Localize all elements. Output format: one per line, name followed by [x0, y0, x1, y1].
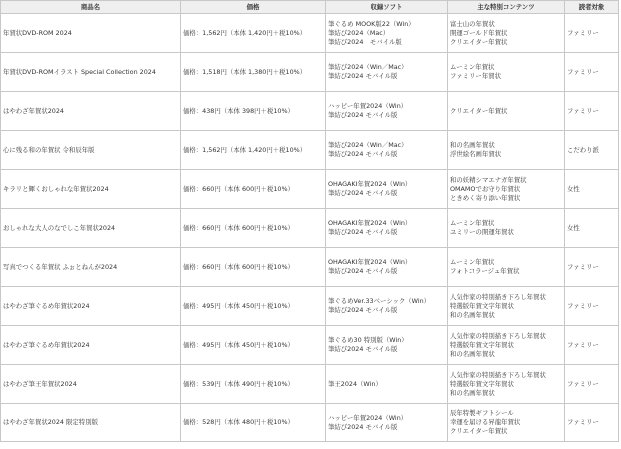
table-row [1, 365, 619, 404]
software-cell [326, 365, 448, 404]
special-content-cell [448, 209, 565, 248]
special-content-cell-line: 開運ゴールド年賀状 [450, 28, 508, 37]
audience-cell: ファミリー [565, 365, 619, 404]
special-content-cell-line: 幸運を届ける昇龍年賀状 [450, 418, 521, 426]
table-row [1, 287, 619, 326]
special-content-cell-line: 和の名画年賀状 [450, 388, 495, 397]
price-cell: 価格：528円（本体 480円＋税10%） [181, 404, 326, 442]
table-header-row [1, 1, 619, 14]
software-cell-line: 筆結び2024 モバイル版 [328, 345, 398, 353]
special-content-cell-line: 特選版年賀文字年賀状 [450, 340, 514, 349]
software-cell-line: 筆ぐるめ MOOK版22（Win） [328, 19, 415, 28]
audience-cell: ファミリー [565, 14, 619, 53]
product-name-cell: 写真でつくる年賀状 ふぉとねんが2024 [1, 248, 181, 287]
special-content-cell [448, 14, 565, 53]
special-content-cell-line: ムーミン年賀状 [450, 219, 495, 227]
special-content-cell [448, 287, 565, 326]
software-cell [326, 92, 448, 131]
table-row [1, 131, 619, 170]
table-row [1, 209, 619, 248]
software-cell-line: 筆結び2024 モバイル版 [328, 37, 402, 46]
special-content-cell [448, 53, 565, 92]
special-content-cell-line: クリエイター年賀状 [450, 37, 508, 46]
special-content-cell [448, 404, 565, 442]
table-row [1, 326, 619, 365]
special-content-cell-line: 人気作家の特別描き下ろし年賀状 [450, 292, 546, 301]
software-cell-line: OHAGAKI年賀2024（Win） [328, 180, 412, 188]
software-cell-line: 筆王2024（Win） [328, 379, 382, 388]
price-cell: 価格：495円（本体 450円＋税10%） [181, 326, 326, 365]
product-name-cell: はやわざ筆王年賀状2024 [1, 365, 181, 404]
special-content-cell-line: 富士山の年賀状 [450, 19, 495, 28]
software-cell-line: ハッピー年賀2024（Win） [328, 413, 408, 422]
price-cell: 価格：539円（本体 490円＋税10%） [181, 365, 326, 404]
software-cell-line: 筆結び2024 モバイル版 [328, 228, 398, 236]
special-content-cell-line: 和の名画年賀状 [450, 310, 495, 319]
audience-cell: ファミリー [565, 248, 619, 287]
special-content-cell-line: 特選版年賀文字年賀状 [450, 301, 514, 310]
price-cell: 価格：660円（本体 600円＋税10%） [181, 170, 326, 209]
price-cell: 価格：1,518円（本体 1,380円＋税10%） [181, 53, 326, 92]
special-content-cell-line: 特選版年賀文字年賀状 [450, 379, 514, 388]
software-cell [326, 287, 448, 326]
header-software: 収録ソフト [326, 1, 448, 14]
special-content-cell-line: クリエイター年賀状 [450, 427, 508, 435]
table-row [1, 53, 619, 92]
product-name-cell: キラリと輝くおしゃれな年賀状2024 [1, 170, 181, 209]
special-content-cell [448, 248, 565, 287]
header-audience: 読者対象 [565, 1, 619, 14]
special-content-cell [448, 92, 565, 131]
software-cell-line: 筆結び2024 モバイル版 [328, 189, 398, 197]
software-cell-line: 筆結び2024 モバイル版 [328, 111, 398, 119]
special-content-cell-line: 和の妖精シマエナガ年賀状 [450, 175, 527, 184]
special-content-cell-line: ときめく寄り添い年賀状 [450, 193, 521, 202]
special-content-cell-line: OMAMOでお守り年賀状 [450, 184, 521, 193]
software-cell-line: OHAGAKI年賀2024（Win） [328, 219, 412, 227]
audience-cell: ファミリー [565, 404, 619, 442]
special-content-cell-line: クリエイター年賀状 [450, 106, 508, 115]
audience-cell: ファミリー [565, 53, 619, 92]
header-special-content: 主な特別コンテンツ [448, 1, 565, 14]
software-cell-line: 筆結び2024 モバイル版 [328, 422, 398, 431]
special-content-cell-line: ユミリーの開運年賀状 [450, 228, 514, 236]
special-content-cell-line: 辰年特製ギフトシール [450, 409, 514, 417]
software-cell-line: 筆結び2024 モバイル版 [328, 267, 398, 275]
product-name-cell: はやわざ年賀状2024 [1, 92, 181, 131]
audience-cell: 女性 [565, 209, 619, 248]
special-content-cell [448, 326, 565, 365]
special-content-cell-line: フォトコラージュ年賀状 [450, 267, 520, 275]
table-row [1, 92, 619, 131]
software-cell-line: 筆結び2024 モバイル版 [328, 150, 398, 158]
audience-cell: ファミリー [565, 92, 619, 131]
table-row [1, 248, 619, 287]
software-cell [326, 170, 448, 209]
special-content-cell-line: 人気作家の特別描き下ろし年賀状 [450, 370, 546, 379]
software-cell-line: OHAGAKI年賀2024（Win） [328, 258, 412, 266]
software-cell-line: 筆ぐるめ30 特別版（Win） [328, 336, 408, 344]
table-row [1, 14, 619, 53]
software-cell [326, 248, 448, 287]
software-cell-line: 筆結び2024 モバイル版 [328, 72, 398, 80]
price-cell: 価格：1,562円（本体 1,420円＋税10%） [181, 131, 326, 170]
software-cell-line: 筆結び2024（Win／Mac） [328, 141, 408, 149]
audience-cell: ファミリー [565, 326, 619, 365]
price-cell: 価格：495円（本体 450円＋税10%） [181, 287, 326, 326]
table-row [1, 404, 619, 442]
header-product-name: 商品名 [1, 1, 181, 14]
software-cell-line: 筆結び2024（Mac） [328, 28, 390, 37]
special-content-cell-line: 人気作家の特別描き下ろし年賀状 [450, 331, 546, 340]
price-cell: 価格：438円（本体 398円＋税10%） [181, 92, 326, 131]
special-content-cell-line: 和の名画年賀状 [450, 141, 495, 149]
product-name-cell: 年賀状DVD-ROMイラスト Special Collection 2024 [1, 53, 181, 92]
table-body [1, 14, 619, 442]
price-cell: 価格：660円（本体 600円＋税10%） [181, 248, 326, 287]
audience-cell: ファミリー [565, 287, 619, 326]
software-cell-line: 筆結び2024（Win／Mac） [328, 63, 408, 71]
software-cell [326, 131, 448, 170]
product-name-cell: はやわざ筆ぐるめ年賀状2024 [1, 326, 181, 365]
special-content-cell-line: ファミリー年賀状 [450, 72, 501, 80]
product-name-cell: はやわざ筆ぐるめ年賀状2024 [1, 287, 181, 326]
table-row [1, 170, 619, 209]
special-content-cell-line: 和の名画年賀状 [450, 349, 495, 358]
software-cell [326, 209, 448, 248]
audience-cell: こだわり派 [565, 131, 619, 170]
product-name-cell: 心に残る和の年賀状 令和辰年版 [1, 131, 181, 170]
special-content-cell [448, 131, 565, 170]
product-name-cell: はやわざ年賀状2024 限定特別版 [1, 404, 181, 442]
header-price: 価格 [181, 1, 326, 14]
price-cell: 価格：1,562円（本体 1,420円＋税10%） [181, 14, 326, 53]
product-name-cell: 年賀状DVD-ROM 2024 [1, 14, 181, 53]
software-cell-line: 筆ぐるめVer.33ベーシック（Win） [328, 297, 431, 305]
software-cell-line: 筆結び2024 モバイル版 [328, 306, 398, 314]
software-cell [326, 14, 448, 53]
audience-cell: 女性 [565, 170, 619, 209]
software-cell-line: ハッピー年賀2024（Win） [328, 102, 408, 110]
special-content-cell-line: 浮世絵名画年賀状 [450, 150, 502, 158]
price-cell: 価格：660円（本体 600円＋税10%） [181, 209, 326, 248]
software-cell [326, 53, 448, 92]
special-content-cell [448, 365, 565, 404]
special-content-cell [448, 170, 565, 209]
software-cell [326, 404, 448, 442]
special-content-cell-line: ムーミン年賀状 [450, 63, 495, 71]
software-cell [326, 326, 448, 365]
special-content-cell-line: ムーミン年賀状 [450, 258, 495, 266]
product-name-cell: おしゃれな大人のなでしこ年賀状2024 [1, 209, 181, 248]
